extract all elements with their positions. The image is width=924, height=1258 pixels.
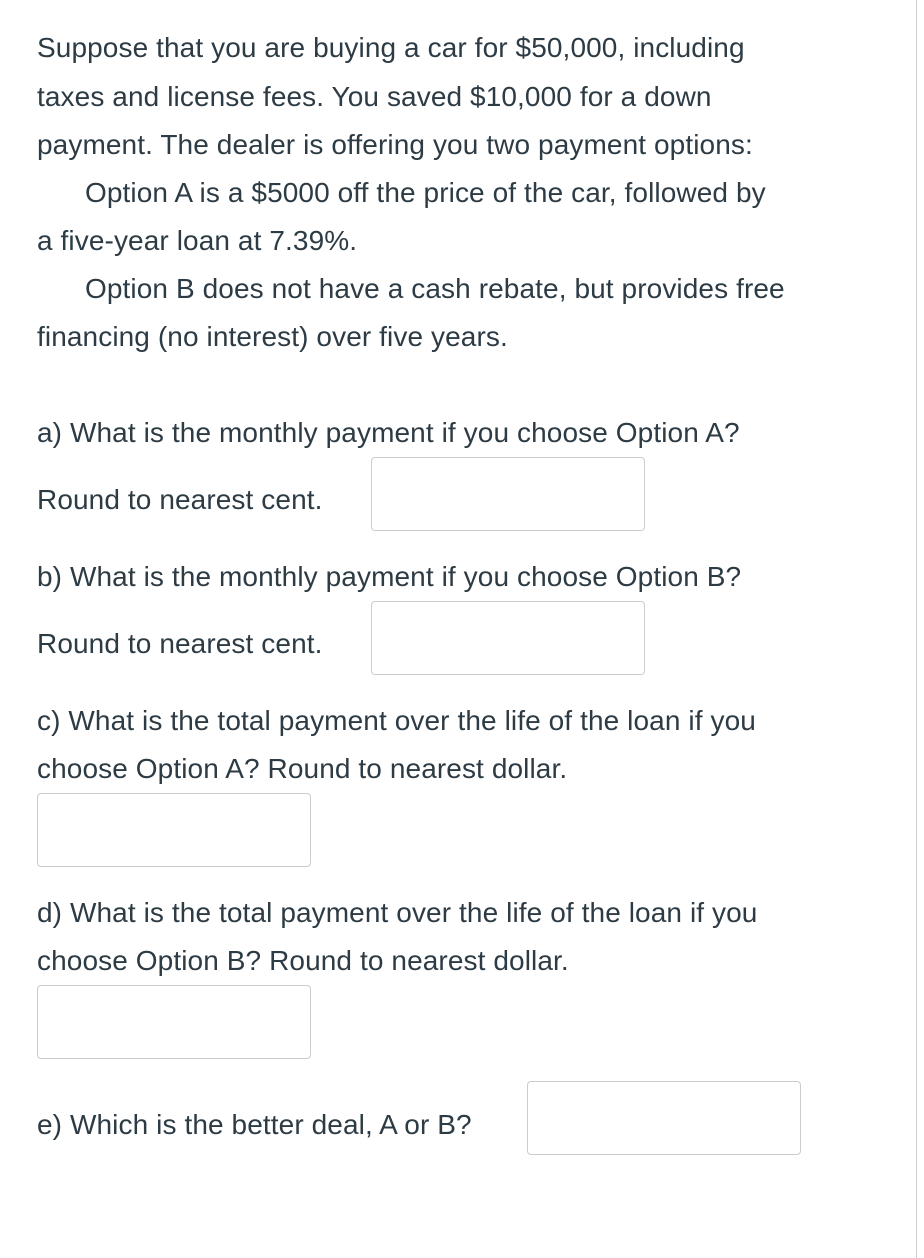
question-b-round-note: Round to nearest cent.	[37, 628, 323, 659]
option-a-line-2: a five-year loan at 7.39%.	[37, 225, 358, 256]
option-b-line-1: Option B does not have a cash rebate, but provides free	[85, 273, 785, 304]
answer-c-input[interactable]	[37, 793, 311, 867]
intro-line-1: Suppose that you are buying a car for $50,000, including	[37, 32, 745, 63]
answer-e-input[interactable]	[527, 1081, 801, 1155]
question-d-line-2: choose Option B? Round to nearest dollar.	[37, 945, 569, 976]
page-right-border	[916, 0, 924, 1258]
option-a-line-1: Option A is a $5000 off the price of the car, followed by	[85, 177, 766, 208]
question-d-line-1: d) What is the total payment over the life of the loan if you	[37, 897, 758, 928]
option-b-line-2: financing (no interest) over five years.	[37, 321, 508, 352]
answer-d-input[interactable]	[37, 985, 311, 1059]
question-a-round-note: Round to nearest cent.	[37, 484, 323, 515]
intro-line-3: payment. The dealer is offering you two payment options:	[37, 129, 753, 160]
answer-a-input[interactable]	[371, 457, 645, 531]
intro-line-2: taxes and license fees. You saved $10,000 for a down	[37, 81, 712, 112]
question-b-text: b) What is the monthly payment if you choose Option B?	[37, 561, 742, 592]
question-c-line-2: choose Option A? Round to nearest dollar.	[37, 753, 568, 784]
question-a-text: a) What is the monthly payment if you choose Option A?	[37, 417, 740, 448]
question-e-text: e) Which is the better deal, A or B?	[37, 1109, 472, 1140]
answer-b-input[interactable]	[371, 601, 645, 675]
question-c-line-1: c) What is the total payment over the life of the loan if you	[37, 705, 756, 736]
